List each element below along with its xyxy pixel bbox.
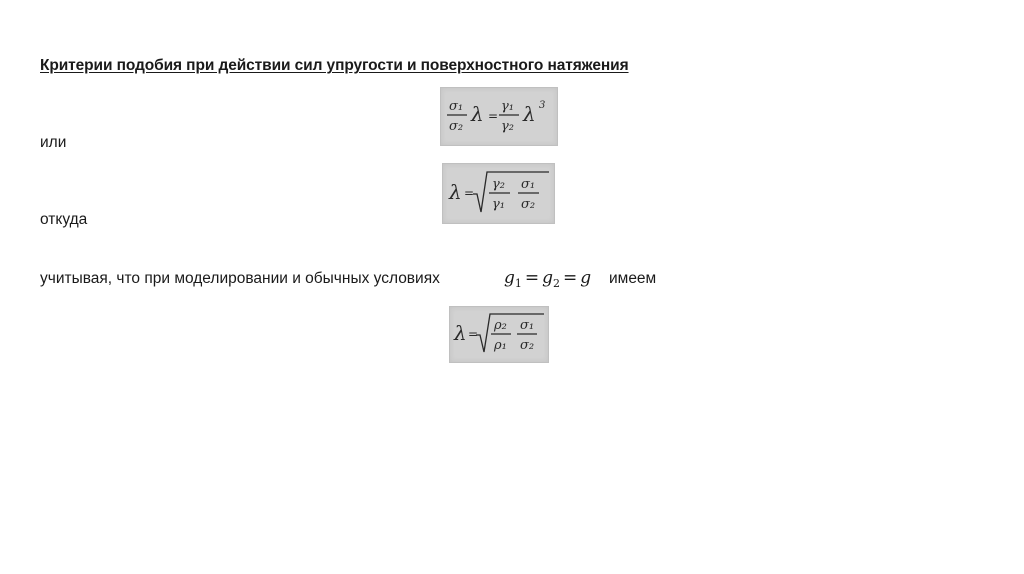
formula-2-num-b: σ₁ [521,177,536,192]
formula-3-num-b: σ₁ [520,318,535,333]
formula-1-den-left: σ₂ [449,119,464,134]
formula-3-graphic [450,307,548,362]
formula-2-equals: = [464,186,475,200]
math-g2: g [542,268,554,288]
formula-1-power: 3 [539,100,546,111]
formula-3-num-a: ρ₂ [494,318,507,333]
text-or: или [40,134,67,151]
formula-1-num-left: σ₁ [449,99,464,114]
math-sub1: 1 [514,277,522,290]
math-sub2: 2 [553,277,561,290]
formula-1-num-right: γ₁ [501,99,514,114]
formula-3-lambda: λ [454,321,467,345]
math-eq1: = [524,268,540,288]
formula-3-den-b: σ₂ [520,338,535,353]
text-whence: откуда [40,211,88,228]
formula-2-graphic [443,164,554,223]
condition-equation [504,268,591,290]
formula-image-1 [440,87,558,146]
formula-1-lambda-left: λ [471,102,484,126]
formula-2-den-b: σ₂ [521,197,536,212]
formula-1-den-right: γ₂ [501,119,514,134]
formula-1-lambda-right: λ [523,102,536,126]
formula-3-den-a: ρ₁ [494,338,507,353]
formula-2-lambda: λ [449,180,462,204]
formula-2-root-sign [473,172,549,212]
math-g: g [580,268,592,288]
slide-title: Критерии подобия при действии сил упругости и поверхностного натяжения [40,57,629,74]
math-eq2: = [563,268,578,288]
formula-1-equals: = [488,109,499,123]
formula-image-3 [449,306,549,363]
formula-3-equals: = [468,327,479,341]
formula-1-graphic [441,88,557,145]
text-we-have: имеем [609,270,657,287]
formula-image-2 [442,163,555,224]
math-g1: g [504,268,515,288]
formula-2-num-a: γ₂ [492,177,505,192]
formula-2-den-a: γ₁ [492,197,505,212]
text-condition: учитывая, что при моделировании и обычных условиях [40,270,440,287]
